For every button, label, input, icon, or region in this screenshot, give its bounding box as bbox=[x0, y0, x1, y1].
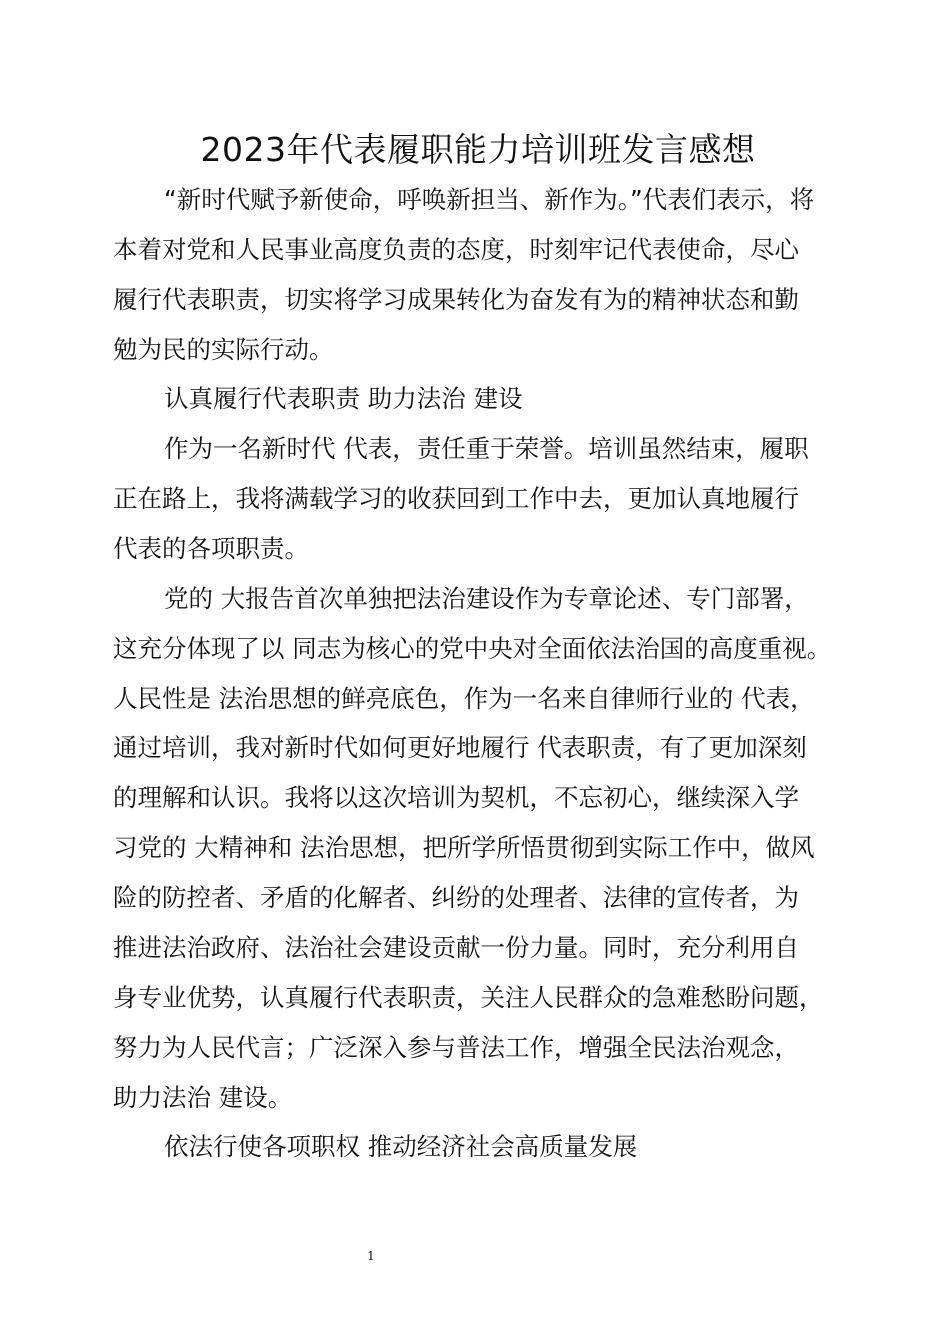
paragraph-line: 努力为人民代言；广泛深入参与普法工作，增强全民法治观念， bbox=[113, 1033, 799, 1062]
paragraph-line: 习党的 大精神和 法治思想，把所学所悟贯彻到实际工作中，做风 bbox=[113, 833, 815, 862]
paragraph-line: 这充分体现了以 同志为核心的党中央对全面依法治国的高度重视。 bbox=[113, 634, 832, 663]
paragraph-line: 履行代表职责，切实将学习成果转化为奋发有为的精神状态和勤 bbox=[113, 285, 799, 314]
paragraph-line: 通过培训，我对新时代如何更好地履行 代表职责，有了更加深刻 bbox=[113, 733, 807, 762]
paragraph-line: 本着对党和人民事业高度负责的态度，时刻牢记代表使命，尽心 bbox=[113, 235, 799, 264]
paragraph-line: 险的防控者、矛盾的化解者、纠纷的处理者、法律的宣传者，为 bbox=[113, 883, 799, 912]
paragraph-line: 人民性是 法治思想的鲜亮底色，作为一名来自律师行业的 代表， bbox=[113, 684, 815, 713]
section-heading: 依法行使各项职权 推动经济社会高质量发展 bbox=[164, 1132, 638, 1161]
paragraph-line: 勉为民的实际行动。 bbox=[113, 335, 334, 364]
document-title: 2023年代表履职能力培训班发言感想 bbox=[200, 130, 756, 169]
page-number: 1 bbox=[367, 1249, 375, 1263]
paragraph-line: 正在路上，我将满载学习的收获回到工作中去，更加认真地履行 bbox=[113, 484, 799, 513]
paragraph-line: 作为一名新时代 代表，责任重于荣誉。培训虽然结束，履职 bbox=[164, 434, 809, 463]
paragraph-line: 党的 大报告首次单独把法治建设作为专章论述、专门部署， bbox=[164, 584, 809, 613]
paragraph-line: “新时代赋予新使命，呼唤新担当、新作为。”代表们表示，将 bbox=[164, 185, 815, 214]
paragraph-line: 助力法治 建设。 bbox=[113, 1083, 293, 1112]
section-heading: 认真履行代表职责 助力法治 建设 bbox=[164, 384, 523, 413]
paragraph-line: 推进法治政府、法治社会建设贡献一份力量。同时，充分利用自 bbox=[113, 933, 799, 962]
paragraph-line: 的理解和认识。我将以这次培训为契机，不忘初心，继续深入学 bbox=[113, 783, 799, 812]
paragraph-line: 代表的各项职责。 bbox=[113, 534, 309, 563]
paragraph-line: 身专业优势，认真履行代表职责，关注人民群众的急难愁盼问题， bbox=[113, 983, 824, 1012]
